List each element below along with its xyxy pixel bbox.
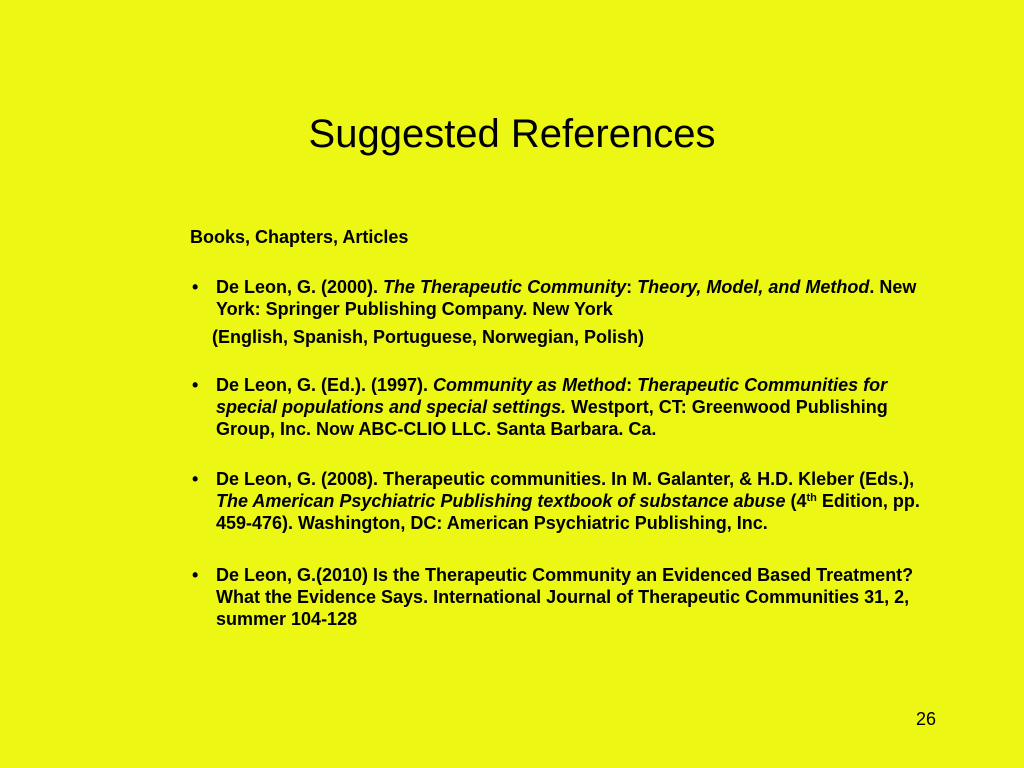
- reference-3-superscript: th: [806, 492, 817, 504]
- section-heading: Books, Chapters, Articles: [190, 227, 409, 247]
- bullet-icon: •: [192, 469, 199, 489]
- reference-2-title: Community as Method: [433, 375, 627, 395]
- slide-title: Suggested References: [308, 112, 716, 156]
- reference-4-text: De Leon, G.(2010) Is the Therapeutic Community an Evidenced Based Treatment? What the Evidence Says. International Journal of Therapeutic Communities 31, 2, summer 104-128: [216, 565, 914, 629]
- reference-3-title: The American Psychiatric Publishing textbook of substance abuse: [216, 491, 786, 511]
- reference-1-text-part-1: De Leon, G. (2000).: [216, 277, 384, 297]
- reference-2-text-part-3: Westport, CT: Greenwood Publishing Group, Inc. Now ABC-CLIO LLC. Santa Barbara. Ca.: [216, 397, 888, 439]
- references-content: [190, 226, 950, 630]
- bullet-icon: •: [192, 277, 199, 297]
- reference-3-text-part-2: (4: [785, 491, 807, 511]
- reference-2-subtitle: Therapeutic Communities for special populations and special settings.: [216, 375, 888, 417]
- reference-item-2: [190, 374, 950, 440]
- reference-item-1: [190, 276, 950, 320]
- reference-item-4: [190, 564, 950, 630]
- slide-number: 26: [915, 709, 936, 729]
- reference-item-3: [190, 468, 950, 534]
- reference-2-text-part-2: :: [626, 375, 638, 395]
- reference-3-text-part-1: De Leon, G. (2008). Therapeutic communities. In M. Galanter, & H.D. Kleber (Eds.),: [216, 469, 915, 489]
- reference-2-text-part-1: De Leon, G. (Ed.). (1997).: [216, 375, 434, 395]
- bullet-icon: •: [192, 565, 199, 585]
- reference-3-text-part-3: Edition, pp. 459-476). Washington, DC: American Psychiatric Publishing, Inc.: [216, 491, 920, 533]
- reference-1-note: (English, Spanish, Portuguese, Norwegian, Polish): [212, 327, 645, 347]
- reference-1-text-part-3: . New York: Springer Publishing Company. New York: [216, 277, 917, 319]
- reference-1-text-part-2: :: [626, 277, 638, 297]
- bullet-icon: •: [192, 375, 199, 395]
- reference-1-title: The Therapeutic Community: [383, 277, 627, 297]
- reference-1-subtitle: Theory, Model, and Method: [637, 277, 870, 297]
